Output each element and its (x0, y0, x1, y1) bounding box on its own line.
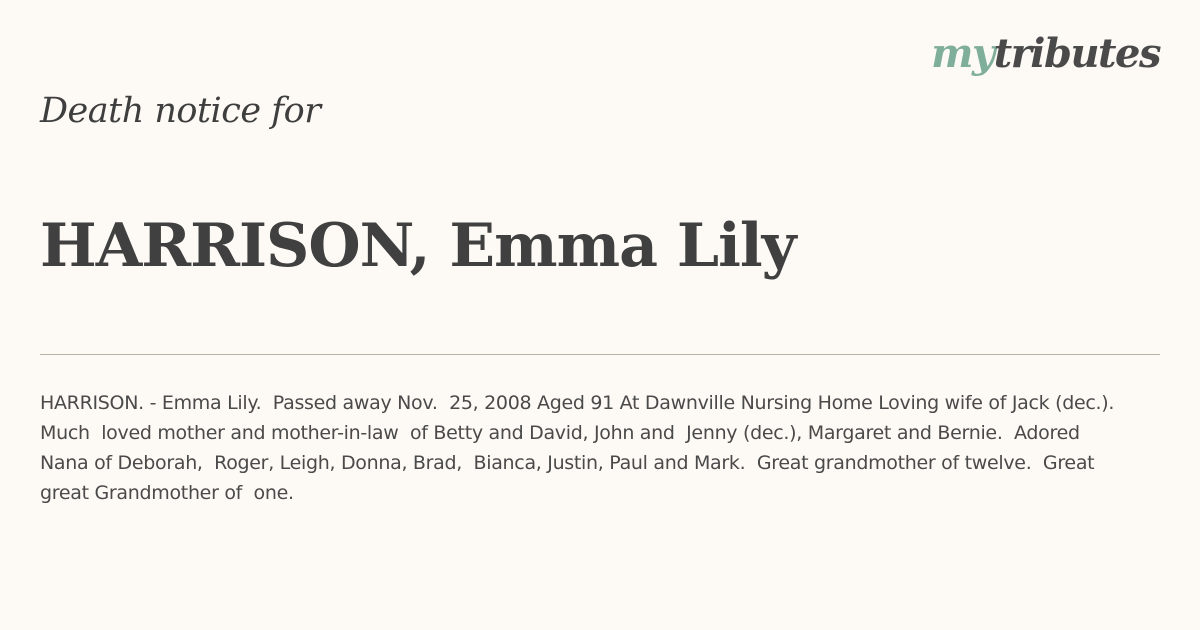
logo-tributes: tributes (993, 30, 1160, 77)
notice-text: HARRISON. - Emma Lily. Passed away Nov. 25, 2008 Aged 91 At Dawnville Nursing Home Loving wife of Jack (dec.). Much loved mother and mother-in-law of Betty and David, John and Jenny (dec.), Margaret and Bernie. Adored Nana of Deborah, Roger, Leigh, Donna, Brad, Bianca, Justin, Paul and Mark. Great grandmother of twelve. Great great Grandmother of one. (40, 392, 1120, 504)
page-subtitle: Death notice for (40, 91, 321, 131)
logo-my: my (931, 30, 994, 77)
mytributes-logo[interactable] (931, 30, 1160, 77)
deceased-name: HARRISON, Emma Lily (40, 211, 796, 281)
divider (40, 354, 1160, 355)
